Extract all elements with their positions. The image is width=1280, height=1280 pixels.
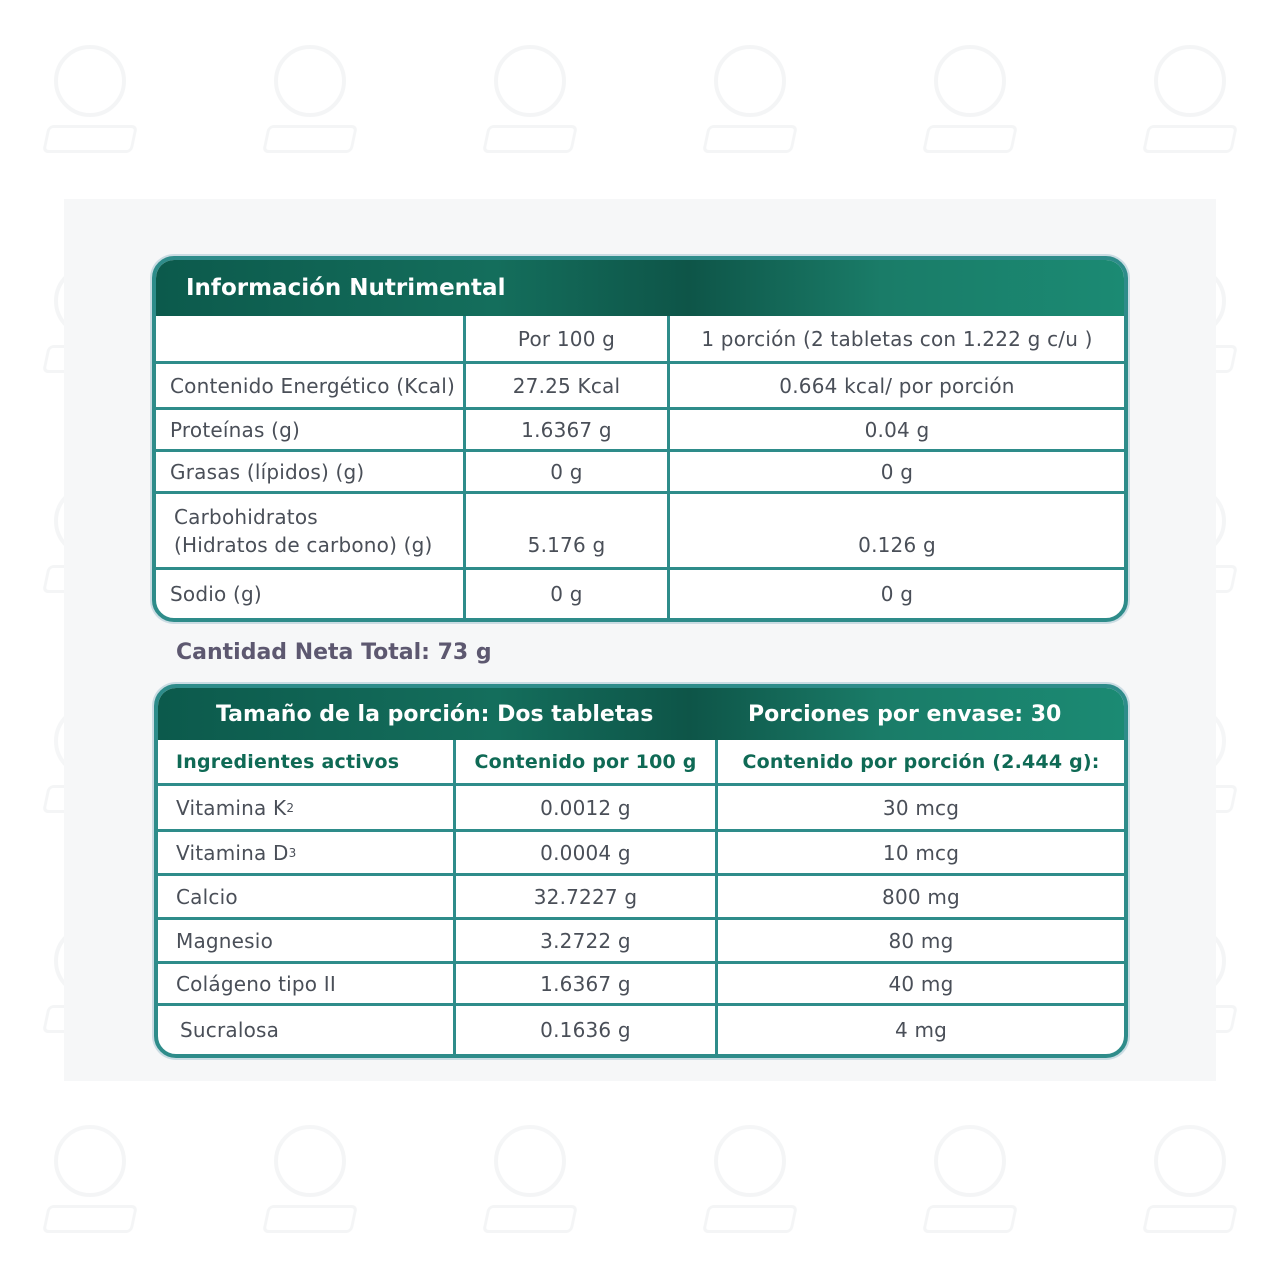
watermark-logo	[925, 1125, 1015, 1235]
nutrition-col-portion: 1 porción (2 tabletas con 1.222 g c/u )	[670, 316, 1124, 364]
ingredient-per100: 3.2722 g	[456, 920, 718, 964]
carbs-label-line1: Carbohidratos	[174, 504, 318, 529]
ingredients-col-name: Ingredientes activos	[158, 740, 456, 786]
nutrition-row-portion: 0 g	[880, 582, 914, 606]
watermark-logo	[1145, 45, 1235, 155]
watermark-logo	[705, 1125, 795, 1235]
watermark-logo	[1145, 1125, 1235, 1235]
nutrition-facts-panel	[152, 256, 1128, 622]
watermark-logo	[925, 45, 1015, 155]
nutrition-row-per100: 0 g	[466, 570, 670, 618]
ingredient-subscript: 2	[286, 800, 295, 815]
ingredient-per100: 0.1636 g	[456, 1006, 718, 1054]
ingredient-name: Calcio	[158, 876, 456, 920]
nutrition-row-label-carbs	[156, 494, 466, 570]
ingredient-name: Magnesio	[158, 920, 456, 964]
nutrition-row-per100: 0 g	[466, 452, 670, 494]
ingredient-portion: 800 mg	[718, 876, 1124, 920]
servings-per-container: Porciones por envase: 30	[748, 702, 1062, 727]
ingredients-col-portion: Contenido por porción (2.444 g):	[718, 740, 1124, 786]
ingredient-name-text: Vitamina K	[176, 795, 287, 820]
watermark-logo	[485, 45, 575, 155]
watermark-logo	[705, 45, 795, 155]
ingredients-col-per100: Contenido por 100 g	[456, 740, 718, 786]
ingredient-per100: 1.6367 g	[456, 964, 718, 1006]
ingredient-per100: 0.0012 g	[456, 786, 718, 832]
nutrition-row-label: Proteínas (g)	[156, 410, 466, 452]
ingredient-name	[158, 832, 456, 876]
nutrition-row-per100: 1.6367 g	[466, 410, 670, 452]
ingredient-per100: 0.0004 g	[456, 832, 718, 876]
ingredient-name: Sucralosa	[158, 1006, 456, 1054]
nutrition-row-label: Sodio (g)	[156, 570, 466, 618]
ingredient-subscript: 3	[288, 845, 297, 860]
ingredient-portion: 80 mg	[718, 920, 1124, 964]
nutrition-empty-header	[156, 316, 466, 364]
watermark-logo	[265, 45, 355, 155]
nutrition-row-portion: 0.664 kcal/ por porción	[670, 364, 1124, 410]
ingredient-name: Colágeno tipo II	[158, 964, 456, 1006]
nutrition-row-portion: 0.04 g	[670, 410, 1124, 452]
watermark-logo	[485, 1125, 575, 1235]
nutrition-header	[156, 260, 1124, 316]
nutrition-title: Información Nutrimental	[186, 275, 506, 301]
ingredient-portion: 30 mcg	[718, 786, 1124, 832]
ingredient-portion: 10 mcg	[718, 832, 1124, 876]
ingredient-portion: 4 mg	[894, 1018, 948, 1042]
nutrition-row-per100: 27.25 Kcal	[466, 364, 670, 410]
nutrition-row-label: Grasas (lípidos) (g)	[156, 452, 466, 494]
ingredient-name	[158, 786, 456, 832]
watermark-logo	[45, 1125, 135, 1235]
watermark-logo	[45, 45, 135, 155]
nutrition-row-portion: 0.126 g	[670, 494, 1124, 570]
ingredients-panel	[154, 684, 1128, 1058]
ingredient-name-text: Vitamina D	[176, 840, 289, 865]
ingredient-portion: 40 mg	[718, 964, 1124, 1006]
ingredient-per100: 32.7227 g	[456, 876, 718, 920]
serving-size: Tamaño de la porción: Dos tabletas	[216, 702, 654, 727]
nutrition-row-per100: 5.176 g	[466, 494, 670, 570]
net-quantity: Cantidad Neta Total: 73 g	[176, 640, 492, 665]
nutrition-col-per100: Por 100 g	[466, 316, 670, 364]
nutrition-row-portion: 0 g	[670, 452, 1124, 494]
watermark-logo	[265, 1125, 355, 1235]
ingredients-header	[158, 688, 1124, 740]
carbs-label-line2: (Hidratos de carbono) (g)	[174, 532, 433, 557]
nutrition-row-label: Contenido Energético (Kcal)	[156, 364, 466, 410]
